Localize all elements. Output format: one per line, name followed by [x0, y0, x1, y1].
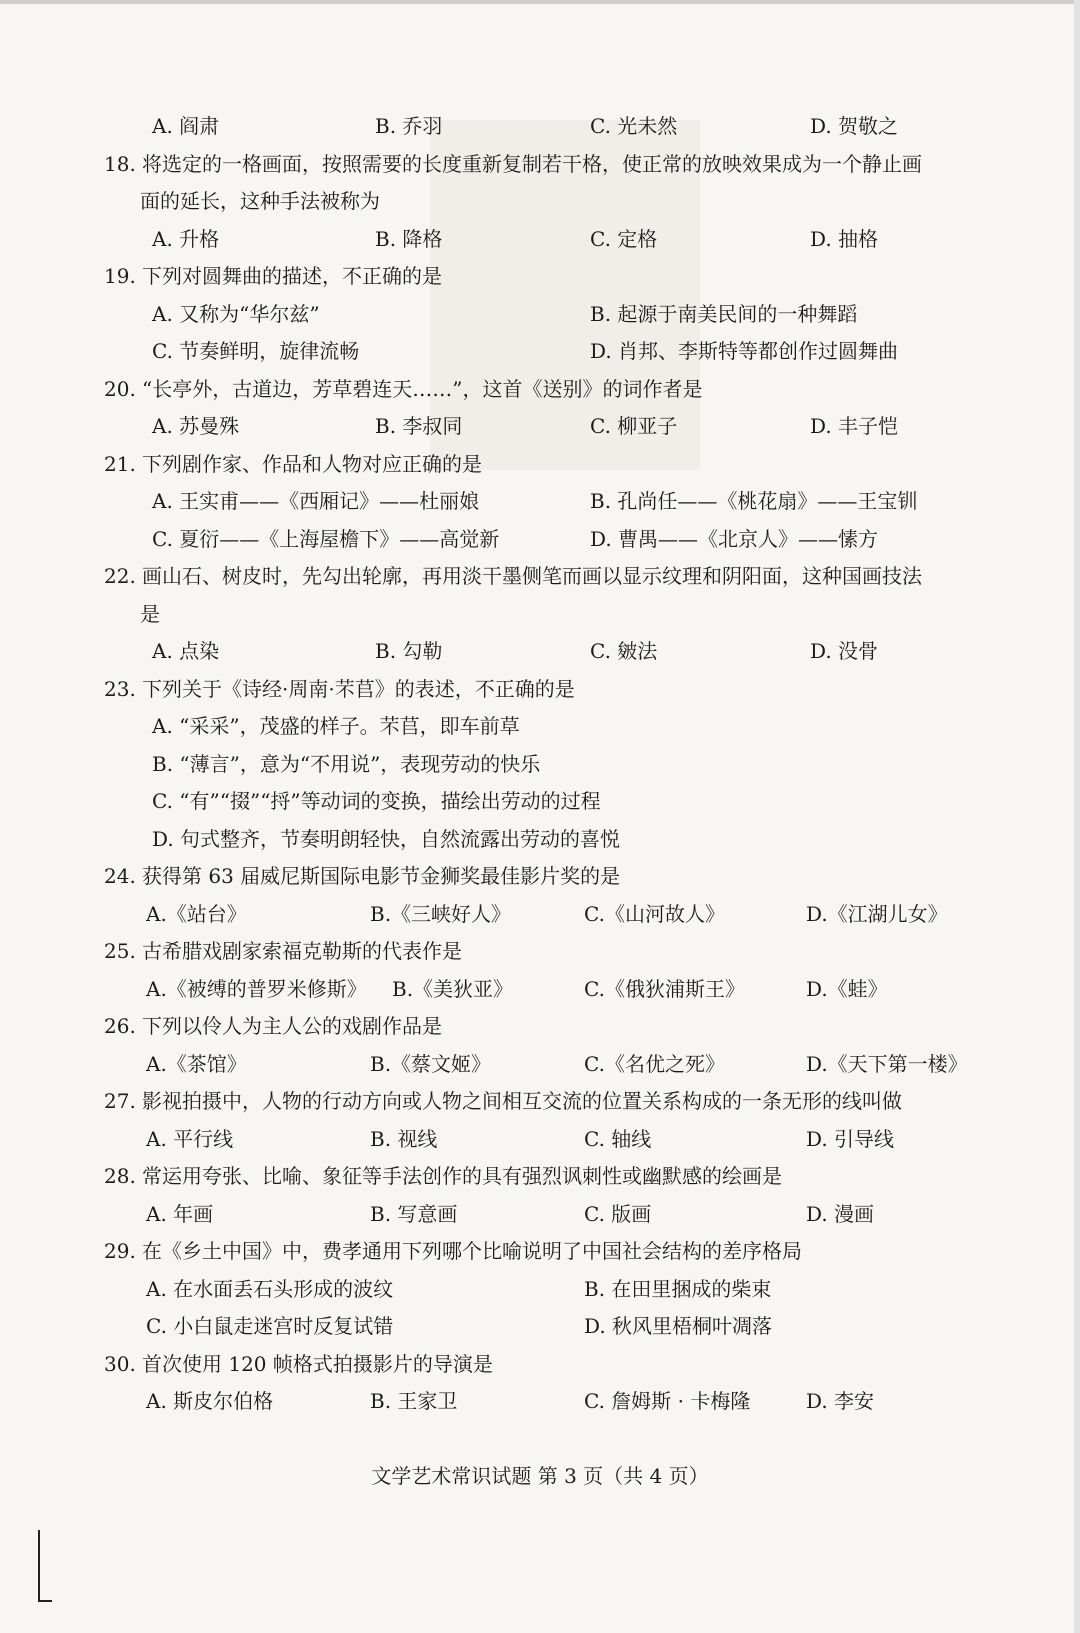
q20-option-c: C. 柳亚子 — [590, 414, 678, 438]
q27-option-b: B. 视线 — [370, 1127, 438, 1151]
crop-mark — [38, 1530, 52, 1602]
q27-option-d: D. 引导线 — [806, 1127, 895, 1151]
q27-option-a: A. 平行线 — [146, 1127, 234, 1151]
q30-stem: 30. 首次使用 120 帧格式拍摄影片的导演是 — [104, 1352, 493, 1376]
q18-stem-cont: 面的延长，这种手法被称为 — [140, 189, 380, 213]
q27-option-c: C. 轴线 — [584, 1127, 652, 1151]
q22-stem-cont: 是 — [140, 602, 160, 626]
q26-option-a: A.《茶馆》 — [146, 1052, 247, 1076]
q20-option-d: D. 丰子恺 — [810, 414, 899, 438]
q24-option-d: D.《江湖儿女》 — [806, 902, 948, 926]
q26-option-b: B.《蔡文姬》 — [370, 1052, 492, 1076]
q28-option-a: A. 年画 — [146, 1202, 214, 1226]
q22-option-d: D. 没骨 — [810, 639, 879, 663]
q19-stem: 19. 下列对圆舞曲的描述，不正确的是 — [104, 264, 442, 288]
q19-option-c: C. 节奏鲜明，旋律流畅 — [152, 339, 360, 363]
q18-stem: 18. 将选定的一格画面，按照需要的长度重新复制若干格，使正常的放映效果成为一个静止画 — [104, 152, 922, 176]
q23-stem: 23. 下列关于《诗经·周南·芣苢》的表述，不正确的是 — [104, 677, 575, 701]
q25-option-b: B.《美狄亚》 — [392, 977, 514, 1001]
q26-stem: 26. 下列以伶人为主人公的戏剧作品是 — [104, 1014, 442, 1038]
q30-option-a: A. 斯皮尔伯格 — [146, 1389, 274, 1413]
q18-option-a: A. 升格 — [152, 227, 220, 251]
q19-option-b: B. 起源于南美民间的一种舞蹈 — [590, 302, 858, 326]
q20-option-a: A. 苏曼殊 — [152, 414, 240, 438]
q28-option-b: B. 写意画 — [370, 1202, 458, 1226]
q27-stem: 27. 影视拍摄中，人物的行动方向或人物之间相互交流的位置关系构成的一条无形的线叫做 — [104, 1089, 902, 1113]
q30-option-c: C. 詹姆斯 · 卡梅隆 — [584, 1389, 751, 1413]
page-footer: 文学艺术常识试题 第 3 页（共 4 页） — [371, 1464, 709, 1488]
q20-stem: 20. “长亭外，古道边，芳草碧连天……”，这首《送别》的词作者是 — [104, 377, 703, 401]
q28-option-d: D. 漫画 — [806, 1202, 875, 1226]
q28-stem: 28. 常运用夸张、比喻、象征等手法创作的具有强烈讽刺性或幽默感的绘画是 — [104, 1164, 782, 1188]
q25-stem: 25. 古希腊戏剧家索福克勒斯的代表作是 — [104, 939, 462, 963]
q22-stem: 22. 画山石、树皮时，先勾出轮廓，再用淡干墨侧笔而画以显示纹理和阴阳面，这种国画技法 — [104, 564, 922, 588]
q26-option-c: C.《名优之死》 — [584, 1052, 725, 1076]
q21-option-d: D. 曹禺——《北京人》——愫方 — [590, 527, 879, 551]
q18-option-b: B. 降格 — [375, 227, 443, 251]
q25-option-d: D.《蛙》 — [806, 977, 888, 1001]
q17-option-b: B. 乔羽 — [375, 114, 443, 138]
q25-option-c: C.《俄狄浦斯王》 — [584, 977, 745, 1001]
q19-option-a: A. 又称为“华尔兹” — [152, 302, 320, 326]
q30-option-d: D. 李安 — [806, 1389, 875, 1413]
q22-option-c: C. 皴法 — [590, 639, 658, 663]
q18-option-c: C. 定格 — [590, 227, 658, 251]
q29-stem: 29. 在《乡土中国》中，费孝通用下列哪个比喻说明了中国社会结构的差序格局 — [104, 1239, 802, 1263]
q17-option-c: C. 光未然 — [590, 114, 678, 138]
q28-option-c: C. 版画 — [584, 1202, 652, 1226]
q23-option-d: D. 句式整齐，节奏明朗轻快，自然流露出劳动的喜悦 — [152, 827, 621, 851]
q25-option-a: A.《被缚的普罗米修斯》 — [146, 977, 367, 1001]
q22-option-a: A. 点染 — [152, 639, 220, 663]
q21-option-c: C. 夏衍——《上海屋檐下》——高觉新 — [152, 527, 500, 551]
q29-option-c: C. 小白鼠走迷宫时反复试错 — [146, 1314, 394, 1338]
q21-option-a: A. 王实甫——《西厢记》——杜丽娘 — [152, 489, 480, 513]
q24-stem: 24. 获得第 63 届威尼斯国际电影节金狮奖最佳影片奖的是 — [104, 864, 621, 888]
q29-option-a: A. 在水面丢石头形成的波纹 — [146, 1277, 394, 1301]
q24-option-c: C.《山河故人》 — [584, 902, 725, 926]
q23-option-a: A. “采采”，茂盛的样子。芣苢，即车前草 — [152, 714, 520, 738]
q17-option-d: D. 贺敬之 — [810, 114, 899, 138]
q21-option-b: B. 孔尚任——《桃花扇》——王宝钏 — [590, 489, 918, 513]
q22-option-b: B. 勾勒 — [375, 639, 443, 663]
q23-option-c: C. “有”“掇”“捋”等动词的变换，描绘出劳动的过程 — [152, 789, 601, 813]
q21-stem: 21. 下列剧作家、作品和人物对应正确的是 — [104, 452, 482, 476]
q19-option-d: D. 肖邦、李斯特等都创作过圆舞曲 — [590, 339, 899, 363]
q29-option-b: B. 在田里捆成的柴束 — [584, 1277, 772, 1301]
q24-option-b: B.《三峡好人》 — [370, 902, 512, 926]
q24-option-a: A.《站台》 — [146, 902, 247, 926]
q20-option-b: B. 李叔同 — [375, 414, 463, 438]
q17-option-a: A. 阎肃 — [152, 114, 220, 138]
q30-option-b: B. 王家卫 — [370, 1389, 458, 1413]
q18-option-d: D. 抽格 — [810, 227, 879, 251]
q29-option-d: D. 秋风里梧桐叶凋落 — [584, 1314, 773, 1338]
q26-option-d: D.《天下第一楼》 — [806, 1052, 968, 1076]
q23-option-b: B. “薄言”，意为“不用说”，表现劳动的快乐 — [152, 752, 541, 776]
